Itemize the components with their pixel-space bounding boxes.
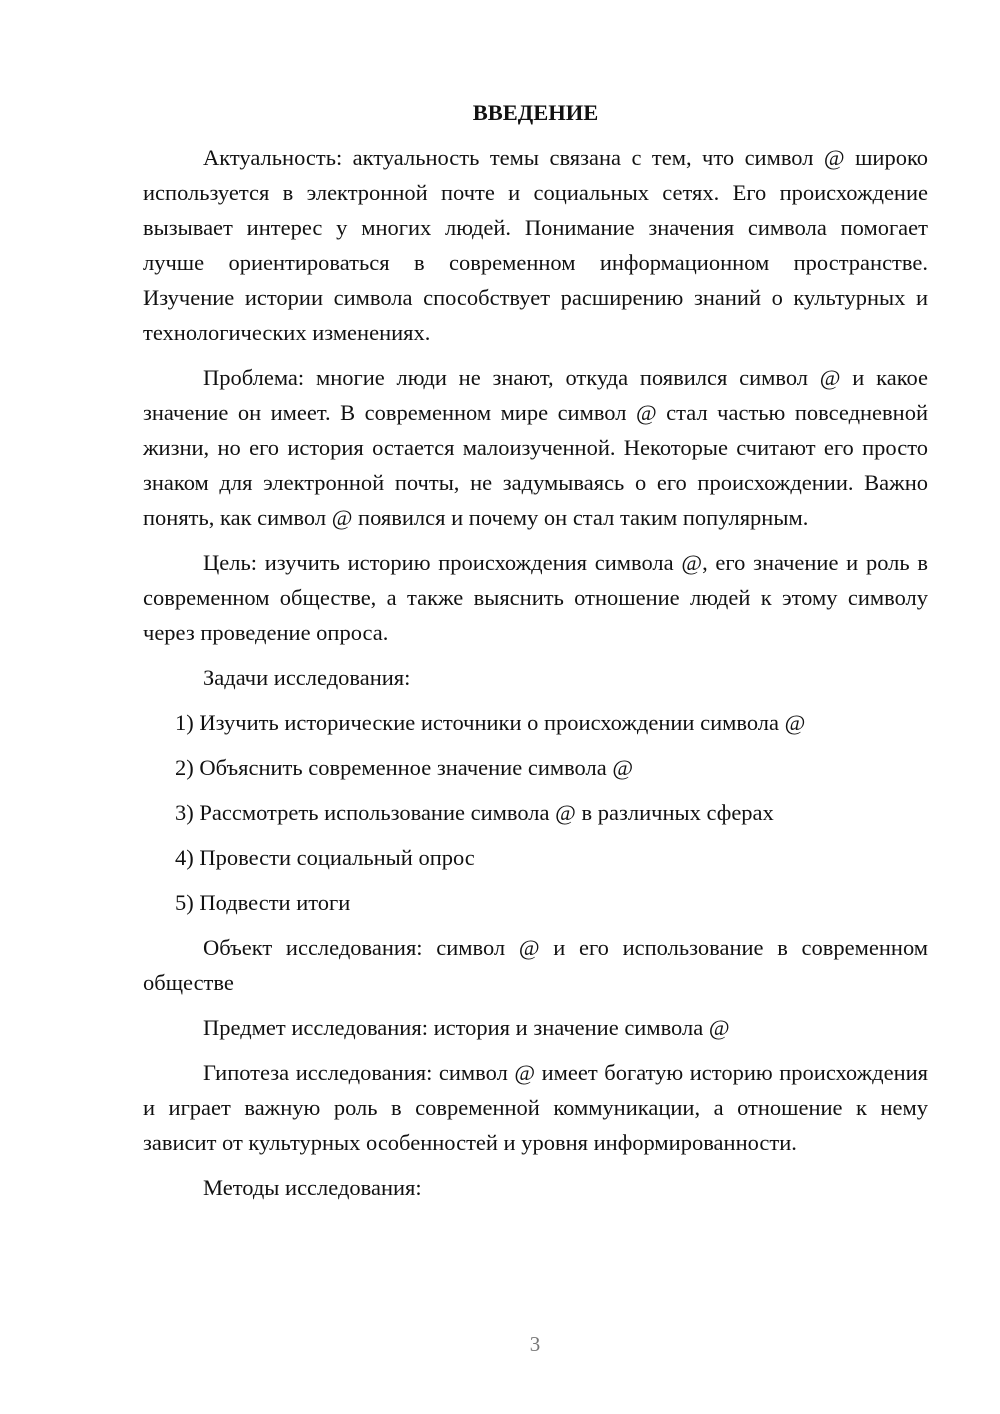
list-item: 5) Подвести итоги bbox=[175, 890, 351, 915]
object-paragraph: Объект исследования: символ @ и его использование в современном обществе bbox=[143, 935, 928, 995]
list-item: 4) Провести социальный опрос bbox=[175, 845, 475, 870]
goal-paragraph: Цель: изучить историю происхождения символа @, его значение и роль в современном обществе, а также выяснить отношение людей к этому символу через проведение опроса. bbox=[143, 550, 928, 645]
page-number: 3 bbox=[529, 1332, 541, 1356]
list-item: 3) Рассмотреть использование символа @ в различных сферах bbox=[175, 800, 774, 825]
list-item: 1) Изучить исторические источники о происхождении символа @ bbox=[175, 710, 806, 735]
list-item: 2) Объяснить современное значение символа @ bbox=[175, 755, 634, 780]
document-page bbox=[143, 95, 928, 1215]
hypothesis-paragraph: Гипотеза исследования: символ @ имеет богатую историю происхождения и играет важную роль в современной коммуникации, а отношение к нему зависит от культурных особенностей и уровня информированности. bbox=[143, 1060, 928, 1155]
relevance-paragraph: Актуальность: актуальность темы связана с тем, что символ @ широко используется в электронной почте и социальных сетях. Его происхождение вызывает интерес у многих людей. Понимание значения символа помогает лучше ориентироваться в современном информационном пространстве. Изучение истории символа способствует расширению знаний о культурных и технологических изменениях. bbox=[143, 145, 928, 345]
tasks-heading: Задачи исследования: bbox=[203, 665, 411, 690]
section-title: ВВЕДЕНИЕ bbox=[472, 100, 599, 125]
subject-paragraph: Предмет исследования: история и значение символа @ bbox=[203, 1015, 730, 1040]
problem-paragraph: Проблема: многие люди не знают, откуда появился символ @ и какое значение он имеет. В современном мире символ @ стал частью повседневной жизни, но его история остается малоизученной. Некоторые считают его просто знаком для электронной почты, не задумываясь о его происхождении. Важно понять, как символ @ появился и почему он стал таким популярным. bbox=[143, 365, 928, 530]
methods-heading: Методы исследования: bbox=[203, 1175, 422, 1200]
tasks-list bbox=[143, 705, 928, 920]
